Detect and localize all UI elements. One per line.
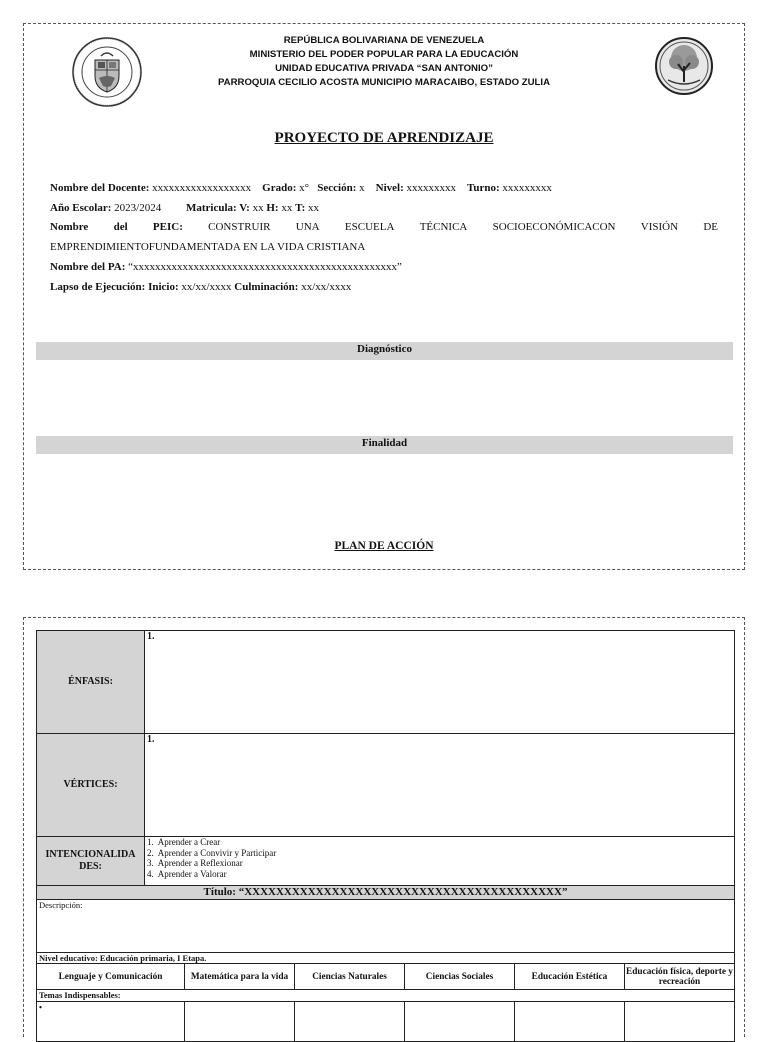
- grado-value: x°: [299, 182, 310, 194]
- vertices-label: VÉRTICES:: [37, 734, 145, 837]
- intencionalidades-list: [145, 837, 735, 886]
- grado-label: Grado:: [262, 182, 297, 194]
- table-cell: [515, 1002, 625, 1042]
- lapso-culminacion-label: Culminación:: [234, 281, 299, 293]
- peic-word: CONSTRUIR: [208, 221, 271, 233]
- info-line-docente: [50, 181, 718, 195]
- plan-de-accion-heading: PLAN DE ACCIÓN: [334, 540, 434, 552]
- list-item: 1. Aprender a Crear: [147, 837, 221, 847]
- nivel-educativo-row: [37, 953, 735, 964]
- titulo: Título: “XXXXXXXXXXXXXXXXXXXXXXXXXXXXXXXXXXXXXXXX”: [37, 886, 735, 900]
- enfasis-item: 1.: [145, 631, 735, 734]
- info-line-pa: [50, 260, 718, 274]
- nivel-value: xxxxxxxxx: [406, 182, 456, 194]
- plan-table: [36, 630, 735, 1042]
- header-line-3: UNIDAD EDUCATIVA PRIVADA “SAN ANTONIO”: [275, 63, 493, 74]
- nivel-label: Nivel:: [375, 182, 404, 194]
- document-title: PROYECTO DE APRENDIZAJE: [274, 130, 494, 146]
- info-line-peic: [50, 220, 718, 234]
- peic-line-2: EMPRENDIMIENTOFUNDAMENTADA EN LA VIDA CRISTIANA: [50, 241, 366, 253]
- pa-label: Nombre del PA:: [50, 261, 126, 273]
- peic-word: PEIC:: [152, 221, 183, 233]
- table-cell: [185, 1002, 295, 1042]
- turno-value: xxxxxxxxx: [502, 182, 552, 194]
- peic-word: TÉCNICA: [419, 221, 468, 233]
- descripcion-label: Descripción:: [37, 900, 735, 953]
- matricula-label: Matricula: V:: [185, 202, 250, 214]
- pa-value: “xxxxxxxxxxxxxxxxxxxxxxxxxxxxxxxxxxxxxxxxxxxxxxxx”: [128, 261, 402, 273]
- table-cell: [295, 1002, 405, 1042]
- header-line-1: REPÚBLICA BOLIVARIANA DE VENEZUELA: [283, 35, 485, 46]
- turno-label: Turno:: [467, 182, 500, 194]
- list-item: 3. Aprender a Reflexionar: [147, 858, 243, 868]
- table-cell: [405, 1002, 515, 1042]
- column-header: Matemática para la vida: [185, 964, 295, 990]
- areas-header-row: [37, 964, 735, 990]
- lapso-inicio: xx/xx/xxxx: [181, 281, 232, 293]
- docente-value: xxxxxxxxxxxxxxxxxx: [152, 182, 252, 194]
- peic-word: VISIÓN: [640, 221, 679, 233]
- column-header: Lenguaje y Comunicación: [37, 964, 185, 990]
- header-line-4: PARROQUIA CECILIO ACOSTA MUNICIPIO MARACAIBO, ESTADO ZULIA: [217, 77, 551, 88]
- lapso-culminacion: xx/xx/xxxx: [301, 281, 352, 293]
- seccion-value: x: [359, 182, 365, 194]
- list-item: 2. Aprender a Convivir y Participar: [147, 847, 277, 858]
- matricula-h: xx: [281, 202, 293, 214]
- peic-word: SOCIOECONÓMICACON: [492, 221, 616, 233]
- document-page-2: [23, 617, 745, 1037]
- info-line-lapso: [50, 280, 718, 294]
- titulo-row: [37, 886, 735, 900]
- column-header: Ciencias Sociales: [405, 964, 515, 990]
- bullet-cell: •: [37, 1002, 185, 1042]
- lapso-label: Lapso de Ejecución: Inicio:: [50, 281, 179, 293]
- diagnostico-heading: Diagnóstico: [36, 342, 733, 360]
- header-line-2: MINISTERIO DEL PODER POPULAR PARA LA EDUCACIÓN: [249, 49, 519, 60]
- intencionalidades-label: INTENCIONALIDA DES:: [37, 837, 145, 886]
- document-page-1: [23, 23, 745, 570]
- intencionalidades-row: [37, 837, 735, 886]
- list-item: 4. Aprender a Valorar: [147, 868, 227, 879]
- peic-word: ESCUELA: [344, 221, 395, 233]
- info-line-anio: [50, 201, 718, 215]
- temas-content-row: [37, 1002, 735, 1042]
- anio-value: 2023/2024: [114, 202, 162, 214]
- tree-logo-icon: [654, 36, 714, 96]
- table-cell: [625, 1002, 735, 1042]
- matricula-t-label: T:: [295, 202, 306, 214]
- peic-word: Nombre: [50, 221, 89, 233]
- peic-word: del: [113, 221, 128, 233]
- finalidad-heading: Finalidad: [36, 436, 733, 454]
- temas-row: [37, 990, 735, 1002]
- column-header: Ciencias Naturales: [295, 964, 405, 990]
- vertices-row: [37, 734, 735, 837]
- matricula-t: xx: [308, 202, 320, 214]
- letterhead: [24, 34, 744, 90]
- anio-label: Año Escolar:: [50, 202, 112, 214]
- enfasis-label: ÉNFASIS:: [37, 631, 145, 734]
- peic-word: UNA: [295, 221, 320, 233]
- temas-label: Temas Indispensables:: [37, 990, 735, 1002]
- column-header: Educación física, deporte y recreación: [625, 964, 735, 990]
- descripcion-row: [37, 900, 735, 953]
- nivel-educativo: Nivel educativo: Educación primaria, I Etapa.: [37, 953, 735, 964]
- matricula-v: xx: [252, 202, 264, 214]
- enfasis-row: [37, 631, 735, 734]
- column-header: Educación Estética: [515, 964, 625, 990]
- seccion-label: Sección:: [317, 182, 357, 194]
- matricula-h-label: H:: [266, 202, 279, 214]
- docente-label: Nombre del Docente:: [50, 182, 150, 194]
- peic-word: DE: [703, 221, 718, 233]
- vertices-item: 1.: [145, 734, 735, 837]
